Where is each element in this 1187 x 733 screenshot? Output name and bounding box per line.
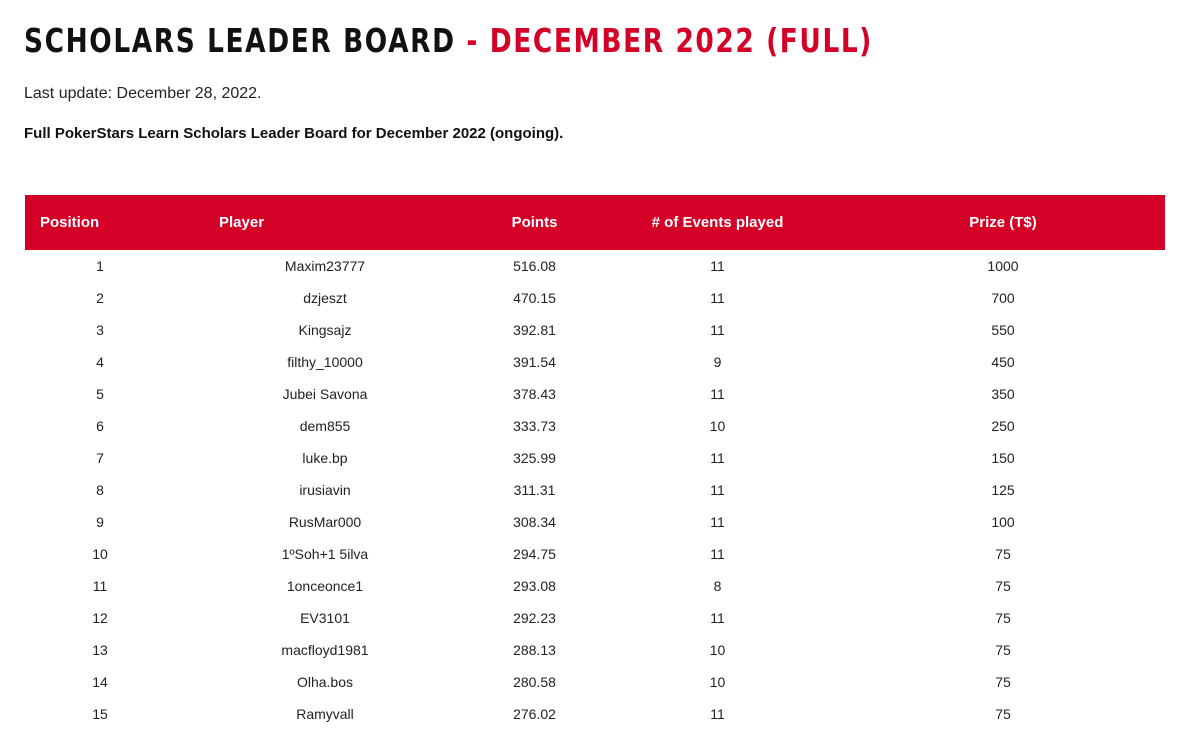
cell-player: dem855	[299, 418, 351, 434]
cell-prize: 75	[995, 610, 1011, 626]
cell-events: 11	[710, 258, 725, 274]
cell-points: 292.23	[513, 610, 556, 626]
cell-player: Maxim23777	[284, 258, 366, 274]
intro-text: Full PokerStars Learn Scholars Leader Board for December 2022 (ongoing).	[24, 125, 564, 142]
table-row	[25, 442, 1165, 474]
cell-player: Jubei Savona	[282, 386, 368, 402]
cell-player: Kingsajz	[298, 322, 352, 338]
cell-player: Ramyvall	[296, 706, 354, 722]
table-header	[25, 195, 1165, 250]
cell-events: 11	[710, 386, 725, 402]
table-body	[25, 250, 1165, 730]
cell-prize: 75	[995, 706, 1011, 722]
cell-prize: 100	[991, 514, 1015, 530]
cell-points: 308.34	[513, 514, 556, 530]
cell-prize: 550	[991, 322, 1015, 338]
table-row	[25, 474, 1165, 506]
cell-position: 2	[96, 290, 104, 306]
cell-events: 11	[710, 482, 725, 498]
cell-events: 11	[710, 706, 725, 722]
cell-events: 11	[710, 450, 725, 466]
cell-events: 11	[710, 546, 725, 562]
title-separator: -	[455, 21, 490, 60]
cell-prize: 700	[991, 290, 1015, 306]
table-row	[25, 570, 1165, 602]
cell-points: 288.13	[513, 642, 556, 658]
cell-points: 333.73	[513, 418, 556, 434]
cell-position: 8	[96, 482, 104, 498]
cell-prize: 125	[991, 482, 1015, 498]
column-header-prize: Prize (T$)	[969, 214, 1037, 231]
cell-points: 392.81	[513, 322, 556, 338]
cell-player: 1ºSoh+1 5ilva	[281, 546, 369, 562]
cell-events: 9	[713, 354, 722, 370]
cell-points: 311.31	[513, 482, 556, 498]
cell-points: 516.08	[513, 258, 556, 274]
cell-position: 15	[92, 706, 108, 722]
table-row	[25, 282, 1165, 314]
table-row	[25, 506, 1165, 538]
cell-points: 280.58	[513, 674, 556, 690]
cell-position: 9	[96, 514, 104, 530]
cell-events: 11	[710, 610, 725, 626]
table-row	[25, 698, 1165, 730]
table-row	[25, 538, 1165, 570]
title-main: SCHOLARS LEADER BOARD	[24, 21, 456, 60]
table-row	[25, 314, 1165, 346]
cell-points: 391.54	[513, 354, 556, 370]
cell-events: 8	[713, 578, 722, 594]
cell-points: 325.99	[513, 450, 556, 466]
cell-prize: 75	[995, 674, 1011, 690]
cell-points: 470.15	[513, 290, 556, 306]
cell-position: 6	[96, 418, 104, 434]
cell-position: 3	[96, 322, 104, 338]
cell-player: irusiavin	[299, 482, 351, 498]
table-row	[25, 250, 1165, 282]
cell-events: 10	[709, 642, 726, 658]
cell-player: RusMar000	[288, 514, 362, 530]
column-header-position: Position	[40, 214, 100, 231]
cell-prize: 1000	[987, 258, 1019, 274]
cell-player: dzjeszt	[303, 290, 347, 306]
table-row	[25, 346, 1165, 378]
last-update-text: Last update: December 28, 2022.	[24, 85, 262, 102]
page-title	[24, 18, 873, 64]
cell-position: 11	[92, 578, 108, 594]
cell-position: 4	[96, 354, 104, 370]
cell-player: macfloyd1981	[281, 642, 369, 658]
cell-position: 1	[96, 258, 104, 274]
cell-events: 11	[710, 322, 725, 338]
cell-events: 10	[709, 674, 726, 690]
table-row	[25, 634, 1165, 666]
cell-position: 13	[92, 642, 108, 658]
cell-points: 293.08	[513, 578, 556, 594]
table-row	[25, 410, 1165, 442]
cell-prize: 350	[991, 386, 1015, 402]
cell-player: filthy_10000	[287, 354, 363, 370]
cell-player: EV3101	[300, 610, 350, 626]
cell-position: 7	[96, 450, 104, 466]
cell-points: 378.43	[513, 386, 556, 402]
column-header-points: Points	[511, 214, 558, 231]
cell-events: 11	[710, 290, 725, 306]
table-header-row	[25, 195, 1165, 250]
column-header-player: Player	[219, 214, 265, 231]
cell-prize: 150	[991, 450, 1015, 466]
title-accent: DECEMBER 2022 (FULL)	[489, 21, 873, 60]
cell-position: 5	[96, 386, 104, 402]
leaderboard-table	[25, 195, 1165, 730]
table-row	[25, 666, 1165, 698]
cell-prize: 75	[995, 546, 1011, 562]
cell-prize: 75	[995, 578, 1011, 594]
cell-events: 11	[710, 514, 725, 530]
table-row	[25, 602, 1165, 634]
cell-position: 14	[92, 674, 108, 690]
cell-player: Olha.bos	[296, 674, 354, 690]
column-header-events: # of Events played	[651, 214, 784, 231]
cell-points: 276.02	[513, 706, 556, 722]
cell-prize: 75	[995, 642, 1011, 658]
cell-prize: 250	[991, 418, 1015, 434]
cell-player: luke.bp	[302, 450, 348, 466]
table-row	[25, 378, 1165, 410]
cell-position: 12	[92, 610, 108, 626]
cell-points: 294.75	[513, 546, 556, 562]
cell-position: 10	[92, 546, 108, 562]
cell-prize: 450	[991, 354, 1015, 370]
cell-player: 1onceonce1	[286, 578, 364, 594]
cell-events: 10	[709, 418, 726, 434]
